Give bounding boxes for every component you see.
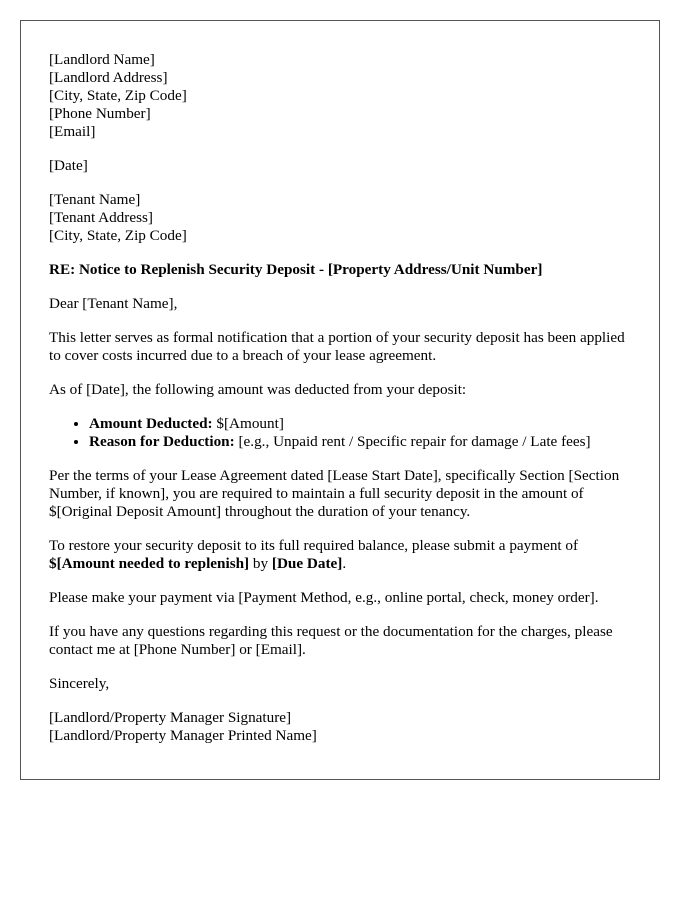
- signature-line: [Landlord/Property Manager Signature]: [49, 709, 292, 726]
- letter-document: [20, 20, 660, 780]
- paragraph-deduction-intro: As of [Date], the following amount was deducted from your deposit:: [49, 381, 467, 398]
- sender-city-state-zip: [City, State, Zip Code]: [49, 87, 187, 104]
- sender-name: [Landlord Name]: [49, 51, 155, 68]
- paragraph-notification: This letter serves as formal notification that a portion of your security deposit has been applied to cover costs incurred due to a breach of your lease agreement.: [49, 329, 625, 364]
- signature-block: [49, 709, 631, 745]
- recipient-city-state-zip: [City, State, Zip Code]: [49, 227, 187, 244]
- letter-date: [Date]: [49, 157, 88, 174]
- list-item-amount-deducted: [89, 415, 631, 433]
- recipient-block: [49, 191, 631, 245]
- replenish-amount: $[Amount needed to replenish]: [49, 555, 250, 572]
- amount-deducted-label: Amount Deducted:: [89, 415, 213, 432]
- reason-for-deduction-value: [e.g., Unpaid rent / Specific repair for damage / Late fees]: [234, 433, 591, 450]
- payment-request-intro: To restore your security deposit to its full required balance, please submit a payment of: [49, 537, 579, 554]
- paragraph-payment-method: Please make your payment via [Payment Method, e.g., online portal, check, money order].: [49, 589, 599, 606]
- sender-email: [Email]: [49, 123, 96, 140]
- recipient-address: [Tenant Address]: [49, 209, 153, 226]
- paragraph-contact: If you have any questions regarding this request or the documentation for the charges, please contact me at [Phone Number] or [Email].: [49, 623, 613, 658]
- payment-request-end: .: [342, 555, 347, 572]
- printed-name: [Landlord/Property Manager Printed Name]: [49, 727, 317, 744]
- payment-request-by: by: [249, 555, 272, 572]
- sender-phone: [Phone Number]: [49, 105, 151, 122]
- due-date: [Due Date]: [271, 555, 343, 572]
- sender-address: [Landlord Address]: [49, 69, 168, 86]
- reason-for-deduction-label: Reason for Deduction:: [89, 433, 235, 450]
- recipient-name: [Tenant Name]: [49, 191, 141, 208]
- sender-block: [49, 51, 631, 141]
- closing: Sincerely,: [49, 675, 110, 692]
- subject-line: RE: Notice to Replenish Security Deposit - [Property Address/Unit Number]: [49, 261, 543, 278]
- paragraph-payment-request: [49, 537, 631, 573]
- deduction-list: [49, 415, 631, 451]
- salutation: Dear [Tenant Name],: [49, 295, 178, 312]
- amount-deducted-value: $[Amount]: [212, 415, 284, 432]
- list-item-reason-for-deduction: [89, 433, 631, 451]
- paragraph-lease-terms: Per the terms of your Lease Agreement dated [Lease Start Date], specifically Section [Section Number, if known], you are required to maintain a full security deposit in the amount of $[Original Deposit Amount] throughout the duration of your tenancy.: [49, 467, 620, 520]
